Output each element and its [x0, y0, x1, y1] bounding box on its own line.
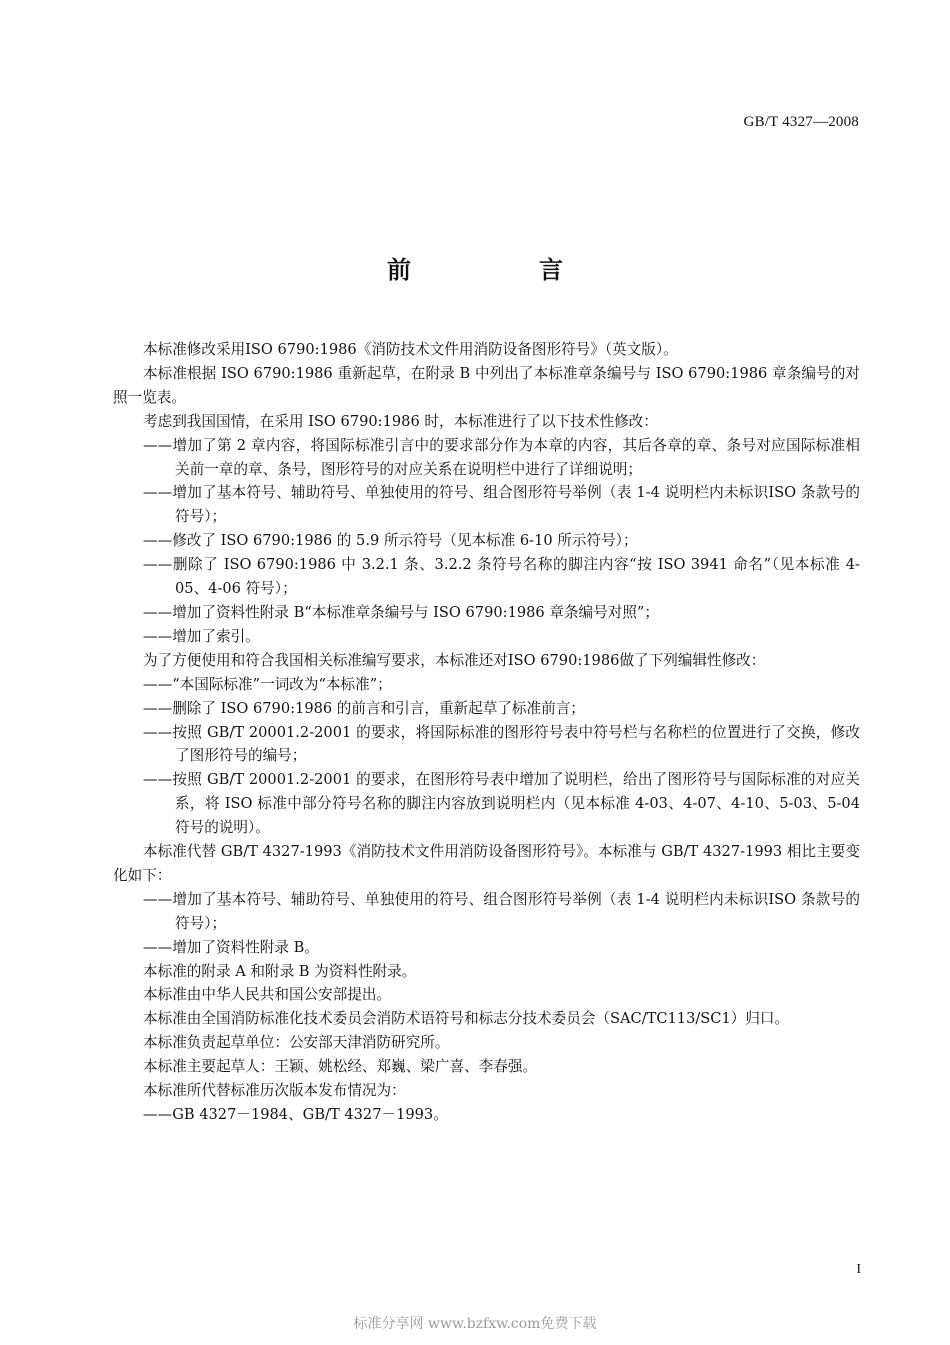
foreword-body	[113, 338, 860, 1127]
list-item: ——GB 4327－1984、GB/T 4327－1993。	[143, 1106, 448, 1123]
paragraph: 考虑到我国国情，在采用 ISO 6790:1986 时，本标准进行了以下技术性修改：	[143, 412, 658, 430]
list-item: ——增加了索引。	[143, 627, 260, 645]
paragraph: 为了方便使用和符合我国相关标准编写要求，本标准还对ISO 6790:1986做了下列编辑性修改：	[143, 651, 766, 669]
paragraph: 本标准由中华人民共和国公安部提出。	[143, 986, 392, 1004]
paragraph: 本标准根据 ISO 6790:1986 重新起草，在附录 B 中列出了本标准章条编号与 ISO 6790:1986 章条编号的对照一览表。	[113, 364, 860, 406]
list-item: ——删除了 ISO 6790:1986 的前言和引言，重新起草了标准前言；	[143, 699, 585, 717]
list-item: ——增加了基本符号、辅助符号、单独使用的符号、组合图形符号举例（表 1-4 说明栏内未标识ISO 条款号的符号）；	[143, 484, 860, 526]
list-item: ——增加了第 2 章内容，将国际标准引言中的要求部分作为本章的内容，其后各章的章、条号对应国际标准相关前一章的章、条号，图形符号的对应关系在说明栏中进行了详细说明；	[143, 436, 860, 478]
list-item: ——“本国际标准”一词改为“本标准”；	[143, 675, 392, 693]
paragraph: 本标准的附录 A 和附录 B 为资料性附录。	[143, 962, 417, 980]
list-item: ——增加了资料性附录 B“本标准章条编号与 ISO 6790:1986 章条编号对照”；	[143, 603, 659, 621]
list-item: ——按照 GB/T 20001.2-2001 的要求，将国际标准的图形符号表中符号栏与名称栏的位置进行了交换，修改了图形符号的编号；	[143, 723, 860, 765]
page-title: 前 言	[387, 256, 615, 284]
paragraph: 本标准代替 GB/T 4327-1993《消防技术文件用消防设备图形符号》。本标准与 GB/T 4327-1993 相比主要变化如下：	[113, 843, 860, 884]
list-item: ——修改了 ISO 6790:1986 的 5.9 所示符号（见本标准 6-10 所示符号）；	[143, 532, 638, 550]
paragraph: 本标准主要起草人：王颖、姚松经、郑巍、梁广喜、李春强。	[143, 1058, 538, 1076]
list-item: ——增加了基本符号、辅助符号、单独使用的符号、组合图形符号举例（表 1-4 说明栏内未标识ISO 条款号的符号）；	[143, 890, 860, 932]
paragraph: 本标准负责起草单位：公安部天津消防研究所。	[143, 1034, 450, 1052]
watermark-text: 标准分享网 www.bzfxw.com免费下载	[353, 1316, 597, 1332]
page-number: I	[856, 1262, 861, 1277]
standard-number: GB/T 4327—2008	[743, 114, 859, 130]
list-item: ——删除了 ISO 6790:1986 中 3.2.1 条、3.2.2 条符号名称的脚注内容“按 ISO 3941 命名”（见本标准 4-05、4-06 符号）；	[143, 556, 860, 598]
paragraph: 本标准由全国消防标准化技术委员会消防术语符号和标志分技术委员会（SAC/TC113/SC1）归口。	[143, 1010, 790, 1028]
list-item: ——增加了资料性附录 B。	[143, 938, 319, 956]
list-item: ——按照 GB/T 20001.2-2001 的要求，在图形符号表中增加了说明栏，给出了图形符号与国际标准的对应关系，将 ISO 标准中部分符号名称的脚注内容放到说明栏内（见本标准 4-03、4-07、4-10、5-03、5-04 符号的说明）。	[143, 771, 860, 837]
paragraph: 本标准修改采用ISO 6790:1986《消防技术文件用消防设备图形符号》（英文版）。	[143, 341, 678, 358]
paragraph: 本标准所代替标准历次版本发布情况为：	[143, 1082, 406, 1100]
